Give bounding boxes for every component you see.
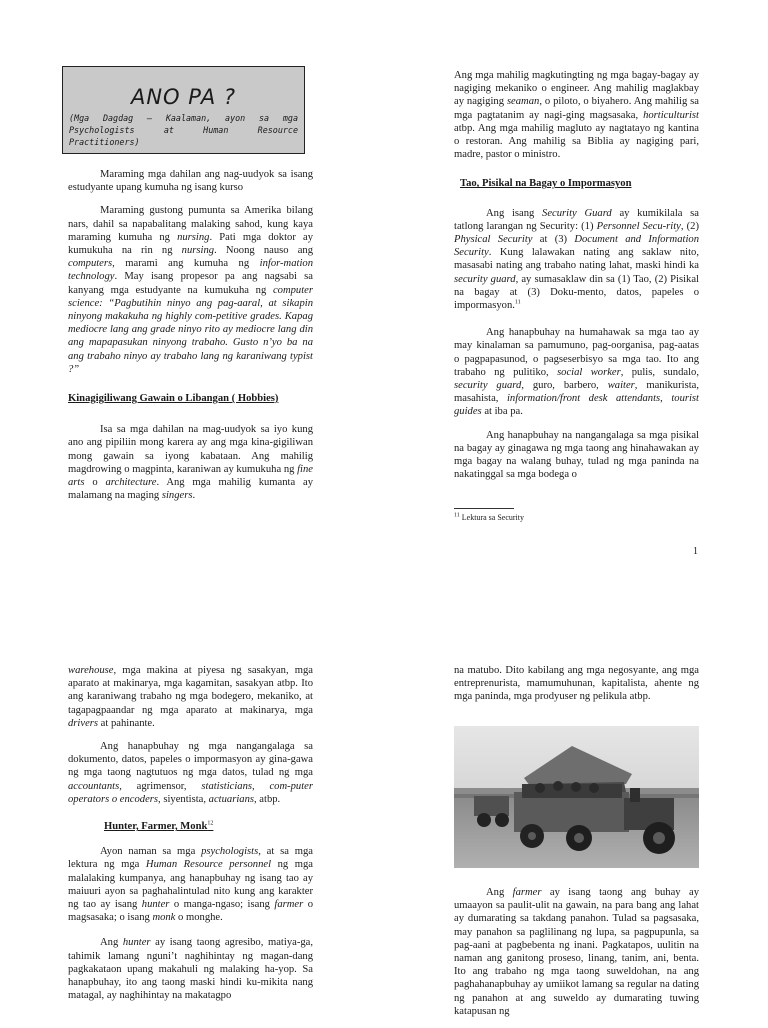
paragraph: Ang hanapbuhay na nangangalaga sa mga pisikal na bagay ay ginagawa ng mga taong ang hinahawakan ay mga bagay na walang buhay, tulad ng mga paninda na nakatinggal sa mga bodega o xyxy=(454,429,699,481)
section-heading: Hunter, Farmer, Monk$^{12}$ xyxy=(104,820,214,833)
paragraph: Ang farmer ay isang taong ang buhay ay umaayon sa paulit-ulit na gawain, na para bang ang lahat ay dumarating sa takdang panahon. Tulad sa pagsasaka, may panahon sa paglilinang ng lupa, sa pagpupunla, sa pag-aani at pagbebenta ng inani. Pagkatapos, uulitin na naman ang ganitong proseso, linang, tanim, ani, benta. Ito ang trabaho ng mga taong suweldohan, na ang paghahanapbuhay ay umiikot lamang sa regular na dating ng panahon at ang suweldo ay dumarating tuwing katapusan ng xyxy=(454,887,699,1017)
page2-right-column-lower xyxy=(454,886,699,1028)
section-heading: Tao, Pisikal na Bagay o Impormasyon xyxy=(460,178,632,190)
paragraph: Isa sa mga dahilan na mag-uudyok sa iyo kung ano ang pipiliin mong karera ay ang mga kina-gigiliwan mong gawain sa iyong kabataan. Ang mahilig magdrowing o magpinta, karaniwan ay kumukuha ng fine arts o architecture. Ang mga mahilig kumanta ay malamang na maging singers. xyxy=(68,424,314,502)
paragraph: Ang hunter ay isang taong agresibo, matiya-ga, tahimik lamang nguni’t naghihintay ng magan-dang pagkakataon upang makahuli ng malaking ha-yop. Sa hanapbuhay, ito ang taong maski hindi ku-mikita nang matagal, ay naghihintay na makatagpo xyxy=(68,937,313,1002)
page2-left-column xyxy=(68,664,313,1012)
paragraph: na matubo. Dito kabilang ang mga negosyante, ang mga entreprenurista, mamumuhunan, kapitalista, ahente ng mga paninda, mga prodyuser ng pelikula atbp. xyxy=(454,665,699,703)
paragraph: Ang mga mahilig magkutingting ng mga bagay-bagay ay nagiging mekaniko o engineer. Ang mahilig maglakbay ay nagiging seaman, o piloto, o biyahero. Ang mahilig sa mga pagtatanim ay nagi-ging magsasaka, horticulturist atbp. Ang mga mahilig magluto ay nagtatayo ng kantina o restoran. Ang mahilig sa Biblia ay nagiging pari, madre, pastor o ministro. xyxy=(454,70,699,161)
document-title: ANO PA ? xyxy=(130,85,237,109)
paragraph: Ang isang Security Guard ay kumikilala sa tatlong larangan ng Security: (1) Personnel Secu-rity, (2) Physical Security at (3) Document and Information Security. Kung lalawakan nating ang saklaw nito, masasabi nating ang trabaho nating lahat, maski hindi ka security guard, ay sumasaklaw din sa (1) Tao, (2) Pisikal na bagay at (3) Doku-mento, datos, papeles o impormasyon.$^{11}$ xyxy=(454,207,699,312)
paragraph: warehouse, mga makina at piyesa ng sasakyan, mga aparato at makinarya, mga kagamitan, sasakyan atbp. Ito ang karaniwang trabaho ng mga bodegero, mekaniko, at tagapagpaandar ng mga aparato at makinarya, mga drivers at pahinante. xyxy=(68,665,313,729)
document-subtitle: (Mga Dagdag – Kaalaman, ayon sa mga Psychologists at Human Resource Practitioners) xyxy=(69,113,298,147)
paragraph: Maraming gustong pumunta sa Amerika bilang nars, dahil sa napabalitang malaking sahod, kung kaya maraming kumuha ng nursing. Pati mga doktor ay kumukuha na rin ng nursing. Noong nauso ang computers, marami ang kumuha ng infor-mation technology. May isang propesor pa ang nagsabi sa kanyang mga estudyante na kumukuha ng computer science: “Pagbutihin ninyo ang pag-aaral, at sikapin ninyong makakuha ng highly com-petitive grades. Kapag mediocre lang ang grade ninyo rito ay mediocre lang din ang mapapasukan ninyong trabaho. Gusto n’yo ba na ang trabaho ninyo ay trabaho lang ng karaniwang typist ?” xyxy=(68,205,313,375)
title-box xyxy=(62,66,305,154)
page-number: 1 xyxy=(693,546,698,557)
page1-left-column xyxy=(68,168,313,512)
section-heading: Kinagigiliwang Gawain o Libangan ( Hobbies) xyxy=(68,393,279,405)
paragraph: Ang hanapbuhay ng mga nangangalaga sa dokumento, datos, papeles o impormasyon ay gina-gawa ng mga taong nagtutuos ng mga datos, tulad ng mga accountants, agrimensor, statisticians, com-puter operators o encoders, siyentista, actuarians, atbp. xyxy=(68,741,313,805)
footnote-divider xyxy=(454,508,514,509)
paragraph: Maraming mga dahilan ang nag-uudyok sa isang estudyante upang kumuha ng isang kurso xyxy=(68,169,313,194)
page1-right-column xyxy=(454,69,699,491)
paragraph: Ang hanapbuhay na humahawak sa mga tao ay may kinalaman sa pamumuno, pag-oorganisa, pag-aatas o pagpapasunod, o pagseserbisyo sa mga tao. Ito ang trabaho ng pulitiko, social worker, pulis, sundalo, security guard, guro, barbero, waiter, manikurista, masahista, information/front desk attendants, tourist guides at iba pa. xyxy=(454,327,699,418)
footnote: $^{11}$ Lektura sa Security xyxy=(454,512,524,522)
paragraph: Ayon naman sa mga psychologists, at sa mga lektura ng mga Human Resource personnel ng mga malalaking kumpanya, ang hanapbuhay ng isang tao ay maiuuri ayon sa paghahalintulad nito kung ang karakter ng tao ay isang hunter o manga-ngaso; isang farmer o magsasaka; o isang monk o monghe. xyxy=(68,846,313,924)
farm-tractor-photo xyxy=(454,726,699,868)
page2-right-column xyxy=(454,664,699,714)
